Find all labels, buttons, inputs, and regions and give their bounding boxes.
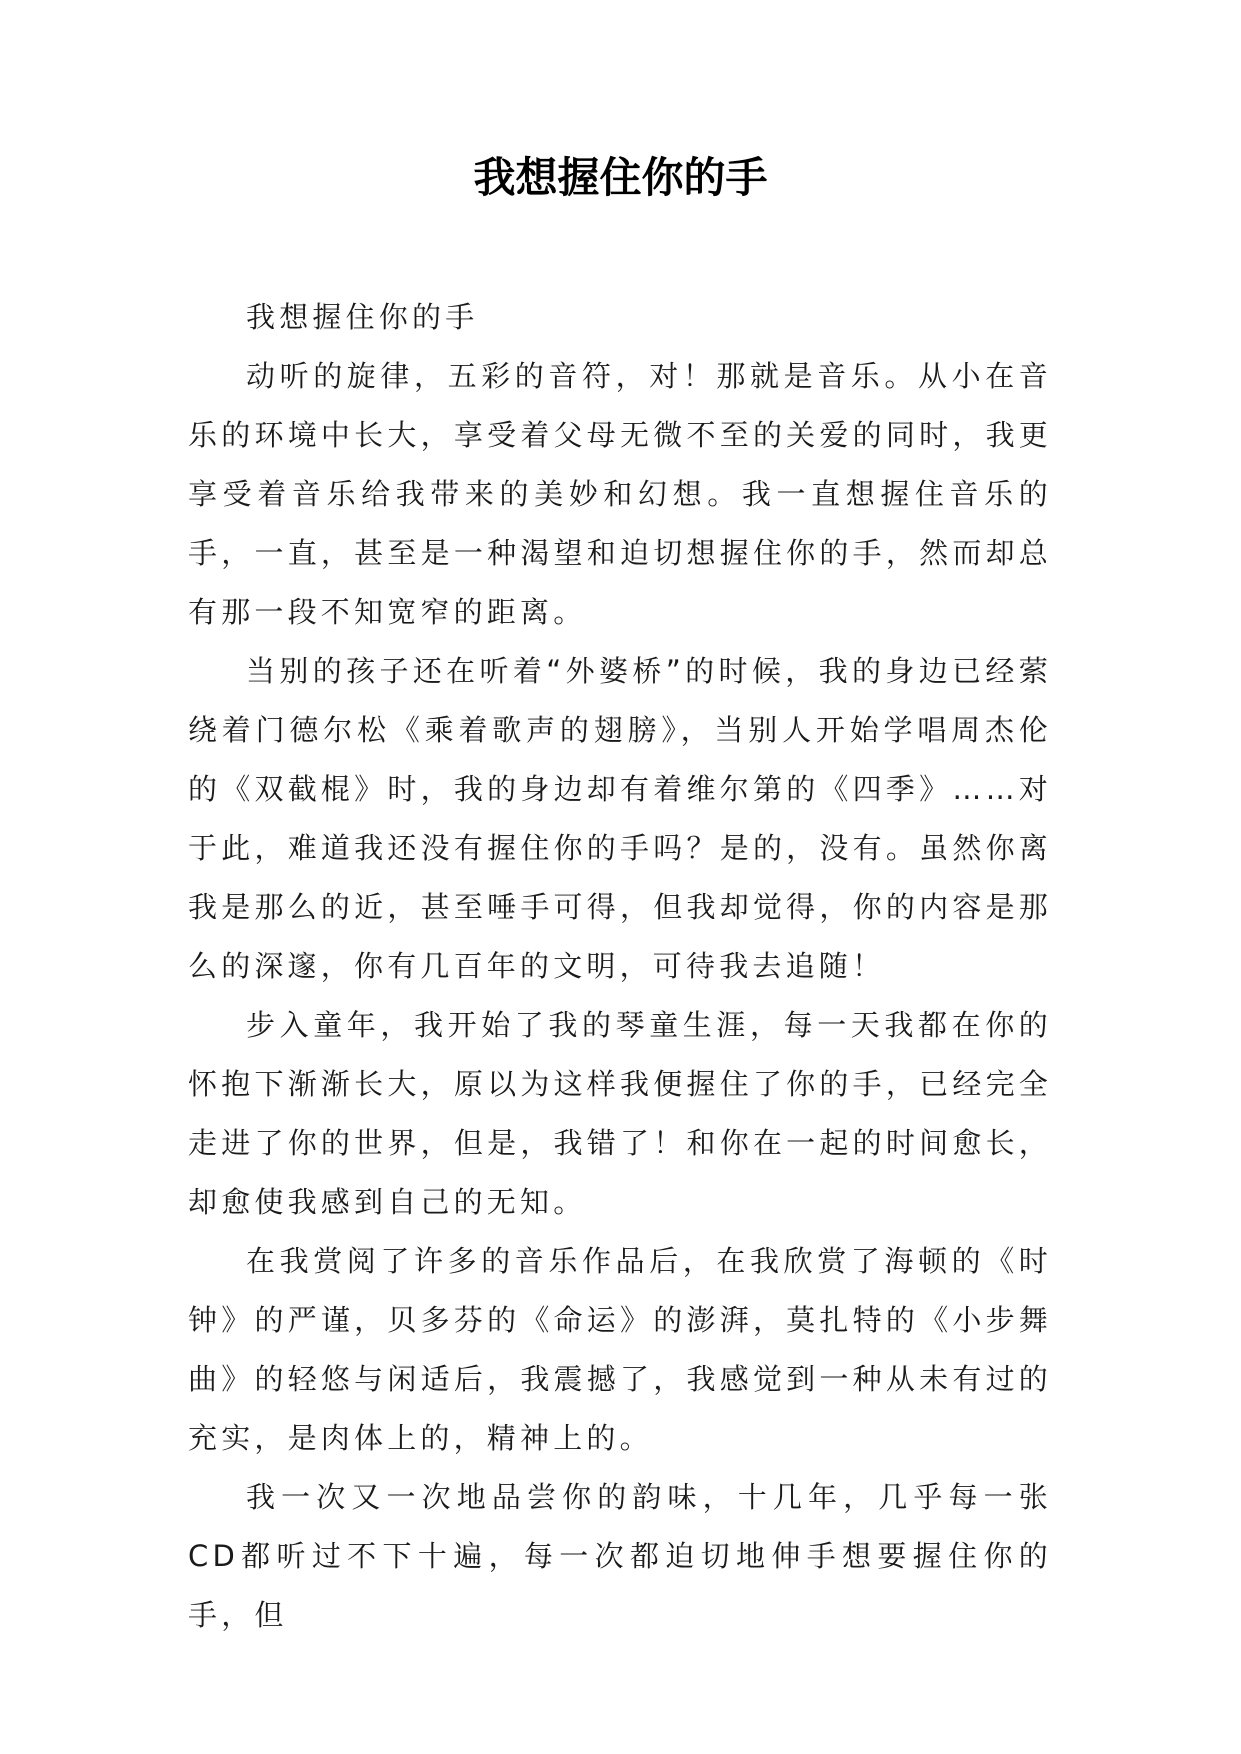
paragraph: 动听的旋律，五彩的音符，对！那就是音乐。从小在音乐的环境中长大，享受着父母无微不至的关爱的同时，我更享受着音乐给我带来的美妙和幻想。我一直想握住音乐的手，一直，甚至是一种渴望和迫切想握住你的手，然而却总有那一段不知宽窄的距离。 [188,359,1052,629]
paragraph: 步入童年，我开始了我的琴童生涯，每一天我都在你的怀抱下渐渐长大，原以为这样我便握住了你的手，已经完全走进了你的世界，但是，我错了！和你在一起的时间愈长，却愈使我感到自己的无知。 [188,1008,1052,1219]
document-title: 我想握住你的手 [473,153,768,202]
paragraph: 当别的孩子还在听着“外婆桥”的时候，我的身边已经萦绕着门德尔松《乘着歌声的翅膀》，当别人开始学唱周杰伦的《双截棍》时，我的身边却有着维尔第的《四季》……对于此，难道我还没有握住你的手吗？是的，没有。虽然你离我是那么的近，甚至唾手可得，但我却觉得，你的内容是那么的深邃，你有几百年的文明，可待我去追随！ [188,654,1052,983]
paragraph: 在我赏阅了许多的音乐作品后，在我欣赏了海顿的《时钟》的严谨，贝多芬的《命运》的澎湃，莫扎特的《小步舞曲》的轻悠与闲适后，我震撼了，我感觉到一种从未有过的充实，是肉体上的，精神上的。 [188,1244,1052,1455]
paragraph: 我一次又一次地品尝你的韵味，十几年，几乎每一张CD都听过不下十遍，每一次都迫切地伸手想要握住你的手，但 [188,1480,1052,1632]
document-body [188,288,1052,1645]
paragraph-subtitle: 我想握住你的手 [246,300,479,334]
